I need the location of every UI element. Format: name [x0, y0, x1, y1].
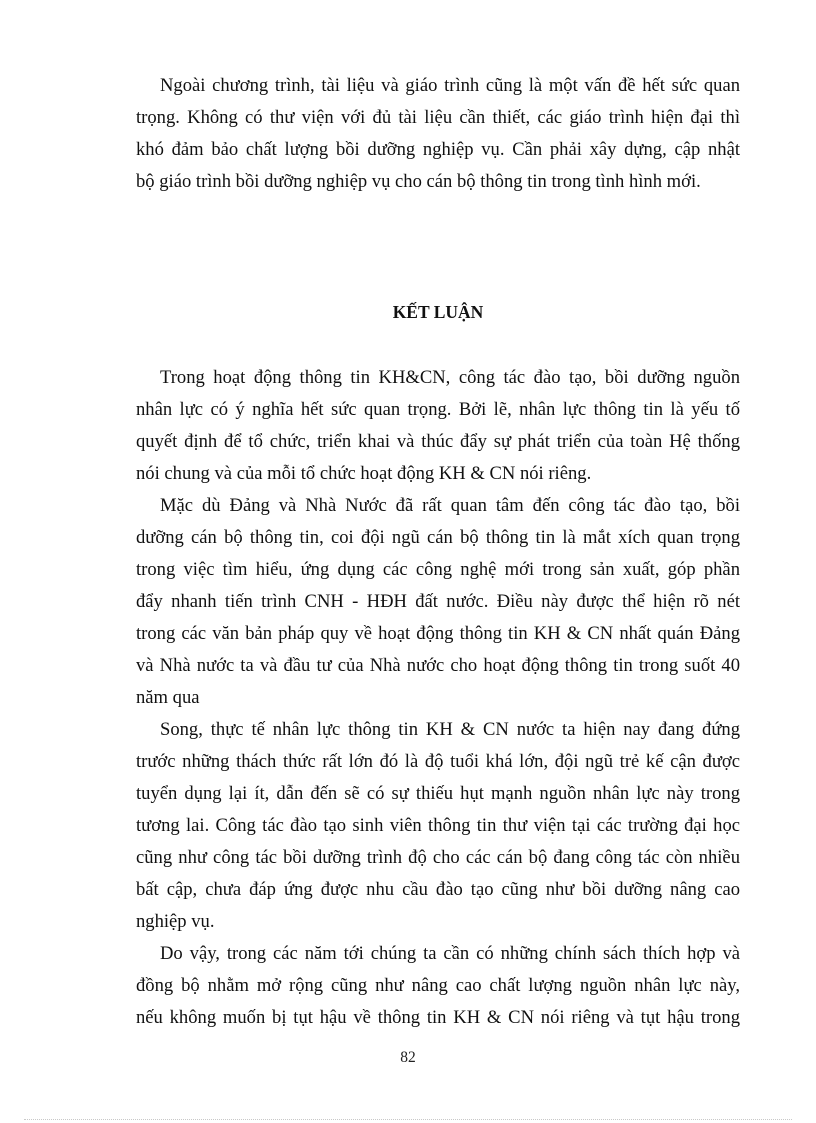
text-line: Song, thực tế nhân lực thông tin KH & CN nước ta hiện nay đang đứng: [160, 719, 740, 740]
text-line: Mặc dù Đảng và Nhà Nước đã rất quan tâm đến công tác đào tạo, bồi: [160, 495, 740, 516]
section-title: KẾT LUẬN: [392, 302, 484, 322]
text-line: nhân lực có ý nghĩa hết sức quan trọng. Bởi lẽ, nhân lực thông tin là yếu tố: [136, 399, 740, 420]
text-line: trọng. Không có thư viện với đủ tài liệu cần thiết, các giáo trình hiện đại thì: [136, 107, 740, 128]
text-line: nếu không muốn bị tụt hậu về thông tin KH & CN nói riêng và tụt hậu trong: [136, 1007, 740, 1028]
text-line: dưỡng cán bộ thông tin, coi đội ngũ cán bộ thông tin là mắt xích quan trọng: [136, 527, 740, 548]
text-line: Ngoài chương trình, tài liệu và giáo trình cũng là một vấn đề hết sức quan: [160, 75, 740, 96]
page-number: 82: [400, 1049, 416, 1066]
text-line: bộ giáo trình bồi dưỡng nghiệp vụ cho cán bộ thông tin trong tình hình mới.: [136, 171, 701, 192]
text-line: quyết định để tổ chức, triển khai và thúc đẩy sự phát triển của toàn Hệ thống: [136, 431, 740, 452]
text-line: Trong hoạt động thông tin KH&CN, công tác đào tạo, bồi dưỡng nguồn: [160, 367, 740, 388]
text-line: tương lai. Công tác đào tạo sinh viên thông tin thư viện tại các trường đại học: [136, 815, 740, 836]
text-line: nói chung và của mỗi tổ chức hoạt động KH & CN nói riêng.: [136, 463, 592, 484]
text-line: đẩy nhanh tiến trình CNH - HĐH đất nước. Điều này được thể hiện rõ nét: [136, 591, 740, 612]
text-line: trong việc tìm hiểu, ứng dụng các công nghệ mới trong sản xuất, góp phần: [136, 559, 740, 580]
text-line: năm qua: [136, 687, 200, 708]
text-line: cũng như công tác bồi dưỡng trình độ cho các cán bộ đang công tác còn nhiều: [136, 847, 740, 868]
text-line: đồng bộ nhằm mở rộng cũng như nâng cao chất lượng nguồn nhân lực này,: [136, 975, 740, 996]
text-line: bất cập, chưa đáp ứng được nhu cầu đào tạo cũng như bồi dưỡng nâng cao: [136, 879, 740, 900]
text-line: Do vậy, trong các năm tới chúng ta cần có những chính sách thích hợp và: [160, 943, 740, 964]
page-bottom-divider: [24, 1119, 792, 1120]
text-line: và Nhà nước ta và đầu tư của Nhà nước cho hoạt động thông tin trong suốt 40: [136, 655, 740, 676]
text-line: tuyển dụng lại ít, dẫn đến sẽ có sự thiếu hụt mạnh nguồn nhân lực này trong: [136, 783, 740, 804]
text-line: nghiệp vụ.: [136, 911, 215, 932]
text-line: trong các văn bản pháp quy về hoạt động thông tin KH & CN nhất quán Đảng: [136, 623, 740, 644]
text-line: khó đảm bảo chất lượng bồi dưỡng nghiệp vụ. Cần phải xây dựng, cập nhật: [136, 139, 740, 160]
text-line: trước những thách thức rất lớn đó là độ tuổi khá lớn, đội ngũ trẻ kế cận được: [136, 751, 740, 772]
